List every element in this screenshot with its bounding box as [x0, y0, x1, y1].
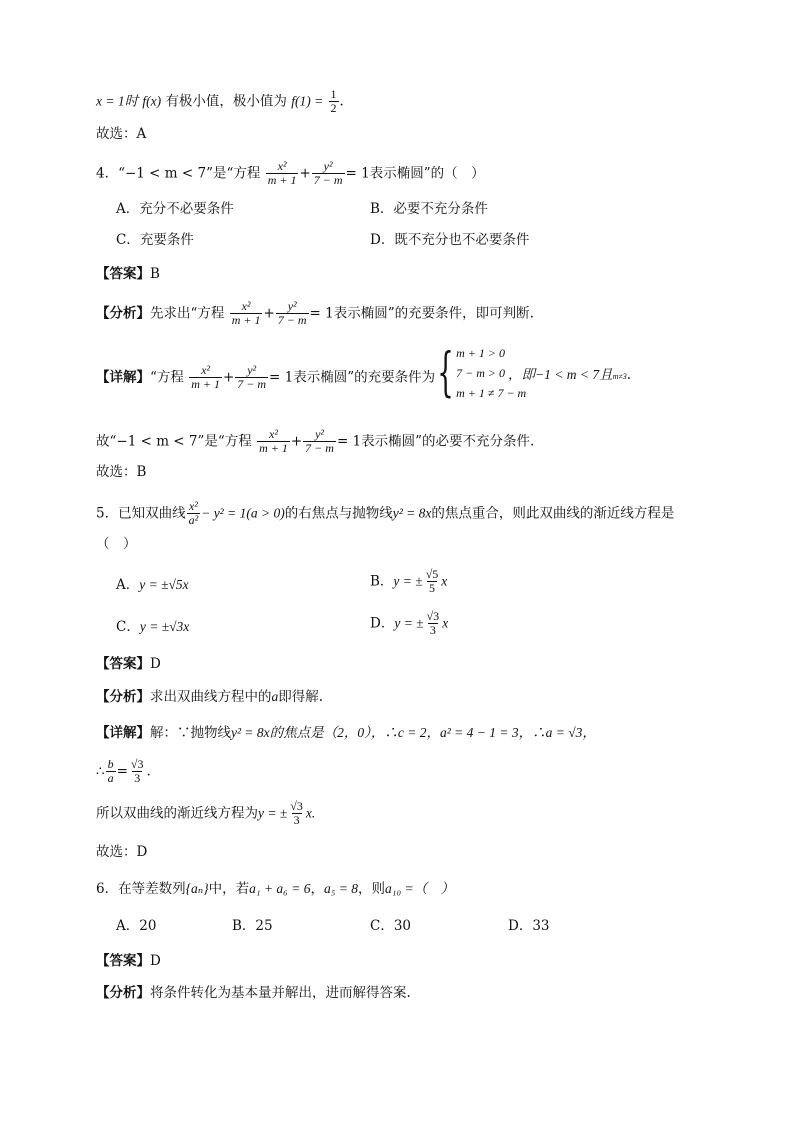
- q4-detail-end: .: [626, 367, 632, 383]
- q6-analysis: [96, 987, 411, 1001]
- q4-analysis: [96, 300, 534, 328]
- q4-frac1-num: x²: [277, 159, 287, 173]
- q4-answer-tag: 【答案】: [96, 266, 150, 282]
- q4-detail-plus: +: [222, 369, 235, 386]
- q5-option-c-letter: C．: [116, 619, 140, 635]
- q4-detail-pre: “方程: [150, 369, 184, 386]
- q4-detail-post: ，即−1 < m < 7且: [508, 367, 613, 382]
- q4-conclusion-pre: 故“−1 < m < 7”是“方程: [96, 433, 252, 450]
- q5-frac-den: a²: [188, 513, 199, 528]
- q5-option-d-letter: D．: [370, 615, 395, 632]
- q5-ba-den: a: [107, 771, 114, 786]
- q6-target: a₁₀ =（ ）: [385, 881, 455, 896]
- intro-part1: x = 1时: [96, 93, 139, 109]
- q4-detail: [96, 364, 435, 392]
- q5-detail-tag: 【详解】: [96, 725, 150, 741]
- q4-system-brace: {: [437, 343, 454, 403]
- q5-option-b-pre: y = ±: [393, 573, 423, 589]
- q4-analysis-frac1-den: m + 1: [231, 313, 261, 328]
- q6-cond2: a₅ = 8: [323, 881, 359, 896]
- q4-detail-frac1-den: m + 1: [191, 377, 220, 392]
- q5-answer: D: [150, 656, 161, 672]
- q4-analysis-pre: 先求出“方程: [150, 305, 225, 322]
- q5-option-c-expr: y = ±√3x: [139, 619, 190, 634]
- q6-text1: 在等差数列: [118, 881, 186, 897]
- q5-number: 5．: [96, 505, 119, 522]
- q5-therefore: ∴: [96, 763, 105, 780]
- q4-conclusion-post: = 1表示椭圆”的必要不充分条件.: [336, 433, 535, 450]
- q4-frac2-den: 7 − m: [313, 173, 343, 188]
- q4-conclusion-plus: +: [290, 433, 303, 450]
- q5-final: 故选：D: [96, 844, 148, 860]
- q4-eq-tail: = 1表示椭圆”的（ ）: [345, 165, 485, 182]
- q4-answer-line: [96, 268, 160, 282]
- q5-option-b-post: x: [441, 573, 448, 589]
- q5-option-b: [370, 568, 447, 596]
- q5-frac-num: x²: [188, 499, 198, 513]
- q5-so-expr: y = ±: [258, 805, 288, 821]
- q6-option-d: D．33: [508, 918, 550, 934]
- q5-period: .: [146, 763, 151, 780]
- q5-option-a: [116, 578, 189, 593]
- q4-option-c: C．充要条件: [116, 232, 194, 248]
- q6-answer-line: [96, 955, 161, 969]
- q6-comma: ，: [310, 881, 324, 897]
- q5-eq: =: [116, 763, 128, 780]
- q5-so-num: √3: [290, 799, 303, 813]
- q5-paren: （ ）: [96, 536, 137, 552]
- q5-so-post: x.: [305, 805, 316, 821]
- q4-option-a: A．充分不必要条件: [116, 201, 234, 217]
- q5-option-a-expr: y = ±√5x: [139, 577, 189, 592]
- q5-option-d: [370, 610, 448, 638]
- q5-option-b-den: 5: [428, 581, 435, 596]
- q5-option-d-pre: y = ±: [394, 615, 424, 631]
- q4-analysis-plus: +: [263, 305, 275, 322]
- q5-ratio: [96, 758, 151, 786]
- q4-detail-frac1: [189, 364, 222, 392]
- q5-r3-den: 3: [134, 771, 141, 786]
- q5-text-mid1: − y² = 1(a > 0): [201, 505, 285, 521]
- q6-answer: D: [150, 953, 161, 969]
- q6-option-b: B．25: [232, 918, 273, 934]
- q4-answer: B: [150, 266, 160, 282]
- half-den: 2: [330, 101, 337, 116]
- q4-analysis-frac1: [230, 300, 263, 328]
- q4-conclusion-frac1: [257, 428, 290, 456]
- q5-ba-num: b: [107, 757, 114, 771]
- q5-option-d-frac: [425, 610, 442, 638]
- q5-option-a-letter: A．: [116, 577, 140, 593]
- q5-analysis-end: 即得解.: [278, 689, 324, 705]
- q5-option-d-post: x: [442, 615, 449, 631]
- q6-analysis-tag: 【分析】: [96, 985, 150, 1001]
- q5-analysis-var: a: [271, 689, 279, 704]
- q5-option-d-num: √3: [426, 609, 440, 623]
- q5-text-post: 的焦点重合，则此双曲线的渐近线方程是: [431, 505, 675, 522]
- q6-text3: ，则: [358, 881, 386, 897]
- q5-detail-text2: 的焦点是（2，0），∴c = 2，a² = 4 − 1 = 3，∴a = √3，: [269, 725, 596, 740]
- q5-answer-tag: 【答案】: [96, 656, 150, 672]
- q4-analysis-frac2-den: 7 − m: [277, 313, 307, 328]
- q5-stem: [96, 500, 674, 528]
- q4-conclusion-frac1-den: m + 1: [259, 441, 288, 456]
- q4-option-d: D．既不充分也不必要条件: [370, 232, 530, 248]
- q4-analysis-tag: 【分析】: [96, 305, 150, 322]
- q4-analysis-post: = 1表示椭圆”的充要条件，即可判断.: [309, 305, 534, 322]
- q4-number: 4．: [96, 165, 119, 182]
- q5-option-c: [116, 620, 189, 635]
- q4-detail-tag: 【详解】: [96, 369, 150, 386]
- q4-frac1: [266, 160, 299, 188]
- q6-text2: 中，若: [208, 881, 250, 897]
- intro-half: [329, 88, 339, 116]
- q5-so-pre: 所以双曲线的渐近线方程为: [96, 805, 258, 822]
- q4-conclusion-frac2-num: y²: [315, 427, 325, 441]
- q5-text-mid2: 的右焦点与抛物线: [284, 505, 393, 522]
- q5-option-b-num: √5: [425, 567, 439, 581]
- q5-so-frac: [288, 800, 305, 828]
- q5-text-pre: 已知双曲线: [118, 505, 186, 522]
- q5-so: [96, 800, 315, 828]
- q4-analysis-frac1-num: x²: [241, 299, 251, 313]
- q5-detail-parabola: y² = 8x: [231, 725, 270, 740]
- q4-conclusion-frac1-num: x²: [269, 427, 278, 441]
- q6-analysis-text: 将条件转化为基本量并解出，进而解得答案.: [150, 985, 411, 1001]
- q4-frac2-num: y²: [323, 159, 333, 173]
- q5-frac: [187, 500, 201, 528]
- q5-option-b-frac: [424, 568, 441, 596]
- intro-line: [96, 88, 344, 116]
- q6-option-a: A．20: [116, 918, 157, 934]
- q4-analysis-frac2-num: y²: [287, 299, 297, 313]
- q6-number: 6．: [96, 881, 119, 897]
- q4-detail-frac2: [235, 364, 268, 392]
- q6-seq: {aₙ}: [185, 881, 209, 896]
- q4-detail-mid: = 1表示椭圆”的充要条件为: [269, 369, 436, 386]
- q4-cond: “−1 < m < 7”是“方程: [118, 165, 261, 182]
- q5-detail-text1: 解：∵抛物线: [150, 725, 231, 741]
- q4-detail-small: m≠3: [612, 372, 627, 381]
- q5-detail: [96, 726, 596, 741]
- q4-system-row-2: 7 − m > 0: [456, 366, 505, 380]
- q4-detail-frac2-num: y²: [247, 363, 257, 377]
- q4-detail-tail: [508, 368, 631, 383]
- q5-analysis: [96, 690, 323, 705]
- intro-f1: f(1) =: [291, 93, 324, 109]
- q4-option-b: B．必要不充分条件: [370, 201, 488, 217]
- q5-option-b-letter: B．: [370, 573, 394, 590]
- q6-stem: [96, 882, 454, 897]
- half-num: 1: [330, 87, 337, 101]
- q4-conclusion: [96, 428, 534, 456]
- intro-answer-line: 故选：A: [96, 126, 147, 142]
- q5-analysis-tag: 【分析】: [96, 689, 150, 705]
- q4-frac2: [312, 160, 345, 188]
- q5-analysis-text: 求出双曲线方程中的: [150, 689, 272, 705]
- q4-system-row-1: m + 1 > 0: [456, 346, 505, 360]
- intro-part2: 有极小值，极小值为: [165, 93, 287, 110]
- q4-stem: [96, 160, 485, 188]
- q5-parabola: y² = 8x: [392, 505, 432, 521]
- q4-frac1-den: m + 1: [267, 173, 297, 188]
- q5-ba-frac: [106, 758, 116, 786]
- intro-end: .: [339, 93, 344, 110]
- q5-so-den: 3: [293, 813, 300, 828]
- q4-conclusion-frac2: [303, 428, 336, 456]
- q4-analysis-frac2: [276, 300, 309, 328]
- q4-plus: +: [299, 165, 311, 182]
- q4-detail-frac1-num: x²: [201, 363, 211, 377]
- q4-detail-frac2-den: 7 − m: [237, 377, 267, 392]
- q6-answer-tag: 【答案】: [96, 953, 150, 969]
- q5-r3-num: √3: [130, 757, 144, 771]
- q5-answer-line: [96, 658, 161, 672]
- q5-r3-frac: [129, 758, 146, 786]
- q4-conclusion-frac2-den: 7 − m: [305, 441, 334, 456]
- intro-f-expr: f(x): [142, 93, 162, 109]
- q6-option-c: C．30: [370, 918, 412, 934]
- q4-system-row-3: m + 1 ≠ 7 − m: [456, 386, 527, 400]
- q5-option-d-den: 3: [429, 623, 436, 638]
- q6-cond1: a₁ + a₆ = 6: [249, 881, 311, 896]
- q4-final: 故选：B: [96, 464, 147, 480]
